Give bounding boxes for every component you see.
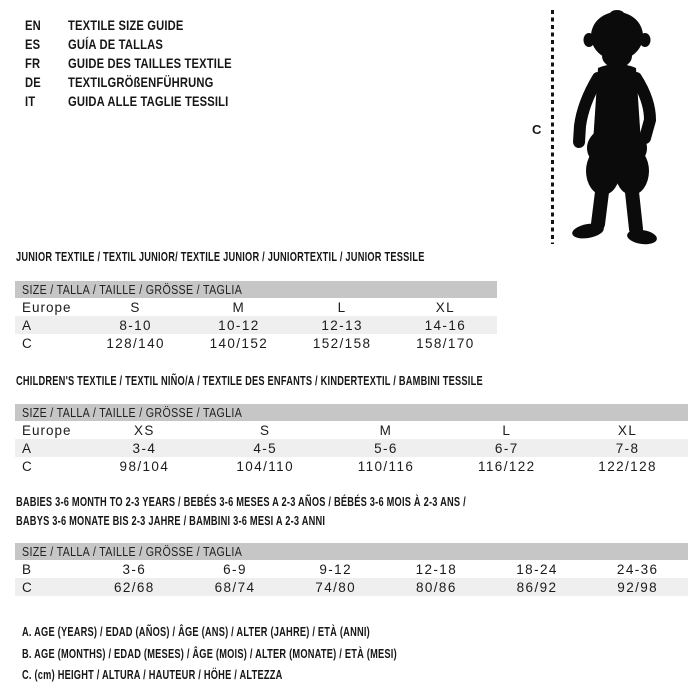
size-cell: 128/140 — [106, 335, 165, 351]
size-cell: 104/110 — [236, 458, 294, 474]
size-cell: 5-6 — [374, 440, 398, 456]
row-label: Europe — [22, 422, 72, 438]
babies-section-title-line2: BABYS 3-6 MONATE BIS 2-3 JAHRE / BAMBINI 3-6 MESI A 2-3 ANNI — [16, 514, 326, 528]
table-row — [15, 457, 688, 475]
language-code: IT — [25, 92, 36, 109]
table-row — [15, 421, 688, 439]
row-label: Europe — [22, 299, 72, 315]
children-size-table — [15, 404, 688, 475]
size-cell: XL — [617, 422, 638, 438]
size-cell: 3-6 — [122, 561, 147, 577]
language-row — [25, 91, 273, 110]
size-header-label: SIZE / TALLA / TAILLE / GRÖSSE / TAGLIA — [22, 282, 243, 297]
language-row — [25, 34, 273, 53]
row-label: C — [22, 458, 33, 474]
size-cell: S — [259, 422, 271, 438]
language-row — [25, 53, 273, 72]
language-title: TEXTILGRÖßENFÜHRUNG — [68, 73, 214, 90]
size-cell: 10-12 — [218, 317, 260, 333]
child-silhouette-icon — [560, 8, 670, 248]
size-cell: 6-7 — [494, 440, 519, 456]
children-section-title: CHILDREN'S TEXTILE / TEXTIL NIÑO/A / TEXTILE DES ENFANTS / KINDERTEXTIL / BAMBINI TESSILE — [16, 374, 483, 388]
table-row — [15, 578, 688, 596]
size-cell: 122/128 — [598, 458, 657, 474]
babies-size-table — [15, 543, 688, 596]
size-header-band — [15, 404, 688, 421]
language-title: GUIDE DES TAILLES TEXTILE — [68, 54, 232, 71]
language-code: EN — [25, 16, 41, 33]
size-cell: 68/74 — [214, 579, 256, 595]
size-cell: 18-24 — [516, 561, 558, 577]
footnote-c: C. (cm) HEIGHT / ALTURA / HAUTEUR / HÖHE / ALTEZZA — [22, 668, 283, 682]
size-cell: 4-5 — [253, 440, 278, 456]
size-cell: 8-10 — [119, 317, 152, 333]
language-code: FR — [25, 54, 41, 71]
table-row — [15, 298, 497, 316]
size-header-label: SIZE / TALLA / TAILLE / GRÖSSE / TAGLIA — [22, 405, 243, 420]
size-cell: L — [337, 299, 347, 315]
size-cell: 140/152 — [209, 335, 269, 351]
language-row — [25, 72, 273, 91]
height-dashed-line — [551, 10, 554, 244]
size-cell: 110/116 — [357, 458, 415, 474]
size-cell: 152/158 — [312, 335, 372, 351]
size-cell: 158/170 — [416, 335, 475, 351]
table-row — [15, 334, 497, 352]
size-cell: 9-12 — [319, 561, 352, 577]
size-cell: M — [379, 422, 393, 438]
size-cell: 12-13 — [321, 317, 363, 333]
babies-section-title-line1: BABIES 3-6 MONTH TO 2-3 YEARS / BEBÉS 3-6 MESES A 2-3 AÑOS / BÉBÉS 3-6 MOIS À 2-3 ANS / — [16, 495, 466, 509]
size-cell: 98/104 — [119, 458, 170, 474]
language-title: GUIDA ALLE TAGLIE TESSILI — [68, 92, 229, 109]
table-row — [15, 316, 497, 334]
row-label: B — [22, 561, 33, 577]
legend-footnotes — [22, 625, 529, 690]
size-cell: 80/86 — [415, 579, 457, 595]
height-measure-label: C — [532, 122, 542, 137]
size-cell: 6-9 — [223, 561, 247, 577]
size-header-band — [15, 281, 497, 298]
size-cell: 62/68 — [113, 579, 155, 595]
size-cell: 3-4 — [132, 440, 157, 456]
language-title: TEXTILE SIZE GUIDE — [68, 16, 184, 33]
junior-section-title: JUNIOR TEXTILE / TEXTIL JUNIOR/ TEXTILE JUNIOR / JUNIORTEXTIL / JUNIOR TESSILE — [16, 250, 425, 264]
size-cell: 74/80 — [315, 579, 357, 595]
junior-size-table — [15, 281, 497, 352]
size-cell: 24-36 — [616, 561, 659, 577]
row-label: C — [22, 335, 33, 351]
language-code: DE — [25, 73, 41, 90]
size-cell: 12-18 — [415, 561, 458, 577]
size-cell: 116/122 — [477, 458, 536, 474]
language-code: ES — [25, 35, 41, 52]
row-label: C — [22, 579, 33, 595]
row-label: A — [22, 317, 33, 333]
size-cell: 14-16 — [424, 317, 467, 333]
size-cell: XS — [133, 422, 155, 438]
language-row — [25, 15, 273, 34]
language-title: GUÍA DE TALLAS — [68, 35, 163, 52]
size-cell: 92/98 — [617, 579, 659, 595]
row-label: A — [22, 440, 33, 456]
size-cell: S — [130, 299, 141, 315]
size-cell: L — [502, 422, 512, 438]
size-header-band — [15, 543, 688, 560]
table-row — [15, 439, 688, 457]
footnote-a: A. AGE (YEARS) / EDAD (AÑOS) / ÂGE (ANS) / ALTER (JAHRE) / ETÀ (ANNI) — [22, 625, 370, 639]
footnote-b: B. AGE (MONTHS) / EDAD (MESES) / ÂGE (MOIS) / ALTER (MONATE) / ETÀ (MESI) — [22, 646, 397, 661]
language-list — [25, 15, 273, 110]
size-cell: M — [232, 299, 246, 315]
table-row — [15, 560, 688, 578]
size-cell: 86/92 — [516, 579, 558, 595]
size-header-label: SIZE / TALLA / TAILLE / GRÖSSE / TAGLIA — [22, 544, 243, 559]
size-cell: 7-8 — [615, 440, 640, 456]
size-cell: XL — [435, 299, 456, 315]
